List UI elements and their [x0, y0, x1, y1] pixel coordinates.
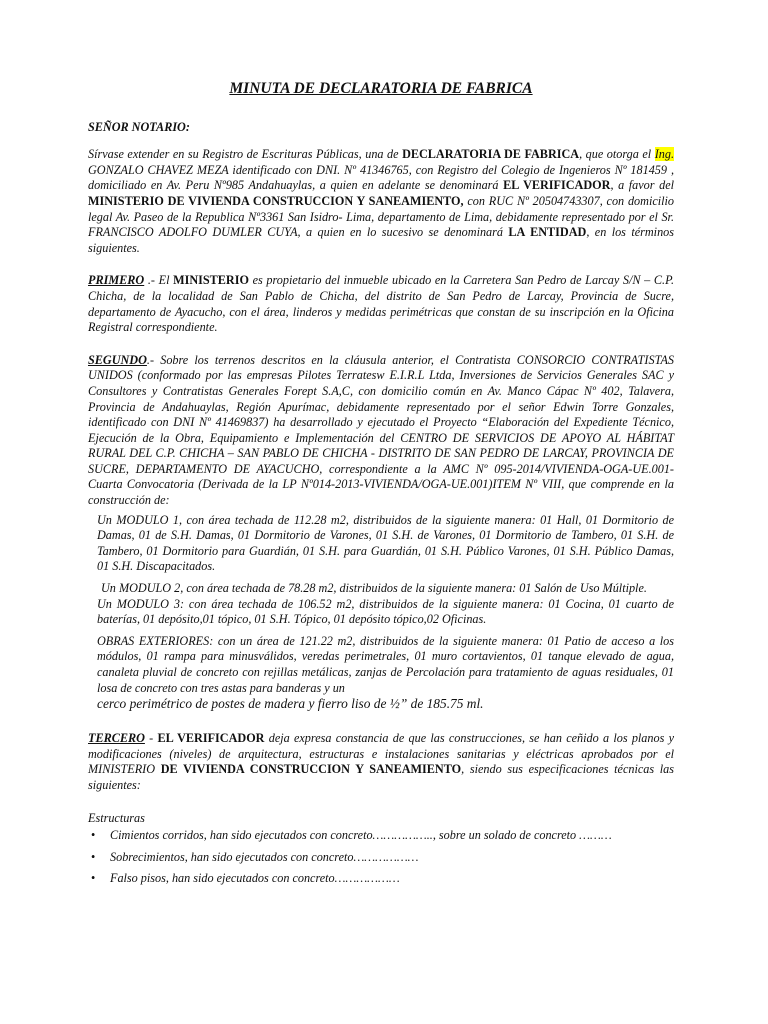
intro-bold-4: LA ENTIDAD [508, 225, 587, 240]
intro-highlight: Ing. [654, 147, 674, 162]
clause-segundo-text: .- Sobre los terrenos descritos en la cláusula anterior, el Contratista CONSORCIO CONTRATISTAS UNIDOS (conformado por las empresas Pilotes Terratesw E.I.R.L Ltda, Inversiones de Servicios Generales SAC y Consultores y Contratistas Generales Forept S.A,C, con domicilio común en Av. Manco Cápac Nº 402, Talavera, Provincia de Andahuaylas, Región Apurímac, debidamente representado por el señor Edwin Torre Gonzales, identificado con DNI Nº 41469837) ha desarrollado y ejecutado el Proyecto “Elaboración del Expediente Técnico, Ejecución de la Obra, Equipamiento e Implementación del CENTRO DE SERVICIOS DE APOYO AL HÁBITAT RURAL DEL C.P. CHICHA – SAN PABLO DE CHICHA - DISTRITO DE SAN PEDRO DE LARCAY, PROVINCIA DE SUCRE, DEPARTAMENTO DE AYACUCHO, correspondiente a la AMC Nº 095-2014/VIVIENDA-OGA-UE.001-Cuarta Convocatoria (Derivada de la LP Nº014-2013-VIVIENDA/OGA-UE.001)ITEM Nº VIII, que comprende en la construcción de: [88, 352, 674, 508]
clause-primero [88, 273, 674, 335]
intro-text-3: GONZALO CHAVEZ MEZA identificado con DNI. Nº 41346765, con Registro del Colegio de Ingenieros Nº 181459 , domiciliado en Av. Peru Nº985 Andahuaylas, a quien en adelante se denominará [88, 162, 674, 193]
modulo-1-block [97, 513, 674, 575]
greeting: SEÑOR NOTARIO: [88, 119, 190, 134]
intro-text-5: con RUC Nº 20504743307, con domicilio legal Av. Paseo de la Republica Nº3361 San Isidro- Lima, departamento de Lima, debidamente representado por el Sr. FRANCISCO ADOLFO DUMLER CUYA, a quien en lo sucesivo se denominará [88, 193, 674, 240]
intro-bold-1: DECLARATORIA DE FABRICA [402, 147, 580, 162]
list-item [88, 828, 674, 844]
clause-tercero-text-1: - [144, 731, 158, 746]
intro-text-4: , a favor del [610, 178, 675, 193]
intro-paragraph [88, 147, 674, 256]
estructuras-list [88, 828, 674, 887]
bullet-icon: • [91, 871, 96, 886]
intro-bold-3: MINISTERIO DE VIVIENDA CONSTRUCCION Y SANEAMIENTO, [88, 193, 464, 208]
clause-primero-text-1: .- El [144, 273, 174, 288]
clause-tercero-text-2: deja expresa constancia de que las construcciones, se han ceñido a los planos y modificaciones (niveles) de arquitectura, estructuras e instalaciones sanitarias y eléctricas aprobados por el MINISTERIO [88, 731, 674, 777]
clause-tercero [88, 731, 674, 793]
list-item [88, 850, 674, 866]
obras-exteriores-block [97, 634, 674, 712]
intro-text-6: , en los términos siguientes. [88, 225, 675, 255]
document-page [88, 74, 674, 893]
modulo-1-text: Un MODULO 1, con área techada de 112.28 m2, distribuidos de la siguiente manera: 01 Hall, 01 Dormitorio de Damas, 01 de S.H. Damas, 01 Dormitorio de Varones, 01 S.H. de Varones, 01 Dormitorio de Tambero, 01 S.H. de Tambero, 01 Dormitorio para Guardián, 01 S.H. para Guardián, 01 S.H. Público Varones, 01 S.H. Público Damas, 01 S.H. Discapacitados. [97, 512, 674, 574]
clause-primero-label: PRIMERO [88, 273, 145, 288]
clause-primero-bold: MINISTERIO [173, 273, 249, 288]
clause-tercero-bold-1: EL VERIFICADOR [157, 731, 265, 746]
list-item-text: Sobrecimientos, han sido ejecutados con concreto……………… [110, 849, 419, 864]
intro-text-1: Sírvase extender en su Registro de Escrituras Públicas, una de [88, 147, 403, 162]
clause-primero-text-2: es propietario del inmueble ubicado en la Carretera San Pedro de Larcay S/N – C.P. Chicha, de la localidad de San Pablo de Chicha, del distrito de San Pedro de Larcay, Provincia de Sucre, departamento de Ayacucho, con el área, linderos y medidas perimétricas que constan de su inscripción en la Oficina Registral correspondiente. [88, 273, 674, 335]
modulo-3-text: Un MODULO 3: con área techada de 106.52 m2, distribuidos de la siguiente manera: 01 Cocina, 01 cuarto de baterías, 01 depósito,01 tópico, 01 S.H. Tópico, 01 depósito tópico,02 Oficinas. [97, 596, 674, 627]
clause-segundo [88, 353, 674, 509]
intro-text-2: , que otorga el [579, 147, 655, 162]
modulo-2-3-block [97, 581, 674, 628]
list-item-text: Cimientos corridos, han sido ejecutados con concreto…………….., sobre un solado de concreto ……… [110, 828, 612, 843]
clause-tercero-label: TERCERO [88, 731, 145, 746]
estructuras-heading: Estructuras [88, 810, 145, 825]
obras-exteriores-text: OBRAS EXTERIORES: con un área de 121.22 m2, distribuidos de la siguiente manera: 01 Patio de acceso a los módulos, 01 rampa para minusválidos, veredas perimetrales, 01 muro cortavientos, 01 tanque elevado de agua, canaleta pluvial de concreto con rejillas metálicas, zanjas de Percolación para tratamiento de aguas residuales, 01 losa de concreto con tres astas para banderas y un [97, 633, 674, 695]
document-title: MINUTA DE DECLARATORIA DE FABRICA [229, 80, 533, 97]
modulo-2-text: Un MODULO 2, con área techada de 78.28 m2, distribuidos de la siguiente manera: 01 Salón de Uso Múltiple. [101, 581, 647, 596]
intro-bold-2: EL VERIFICADOR [503, 178, 611, 193]
clause-tercero-bold-2: DE VIVIENDA CONSTRUCCION Y SANEAMIENTO [160, 762, 462, 777]
list-item-text: Falso pisos, han sido ejecutados con concreto……………… [110, 871, 400, 886]
clause-tercero-text-3: , siendo sus especificaciones técnicas las siguientes: [88, 762, 674, 792]
list-item [88, 871, 674, 887]
clause-segundo-label: SEGUNDO [88, 352, 147, 367]
bullet-icon: • [91, 849, 96, 864]
bullet-icon: • [91, 828, 96, 843]
obras-exteriores-text-end: cerco perimétrico de postes de madera y fierro liso de ½” de 185.75 ml. [97, 696, 484, 712]
